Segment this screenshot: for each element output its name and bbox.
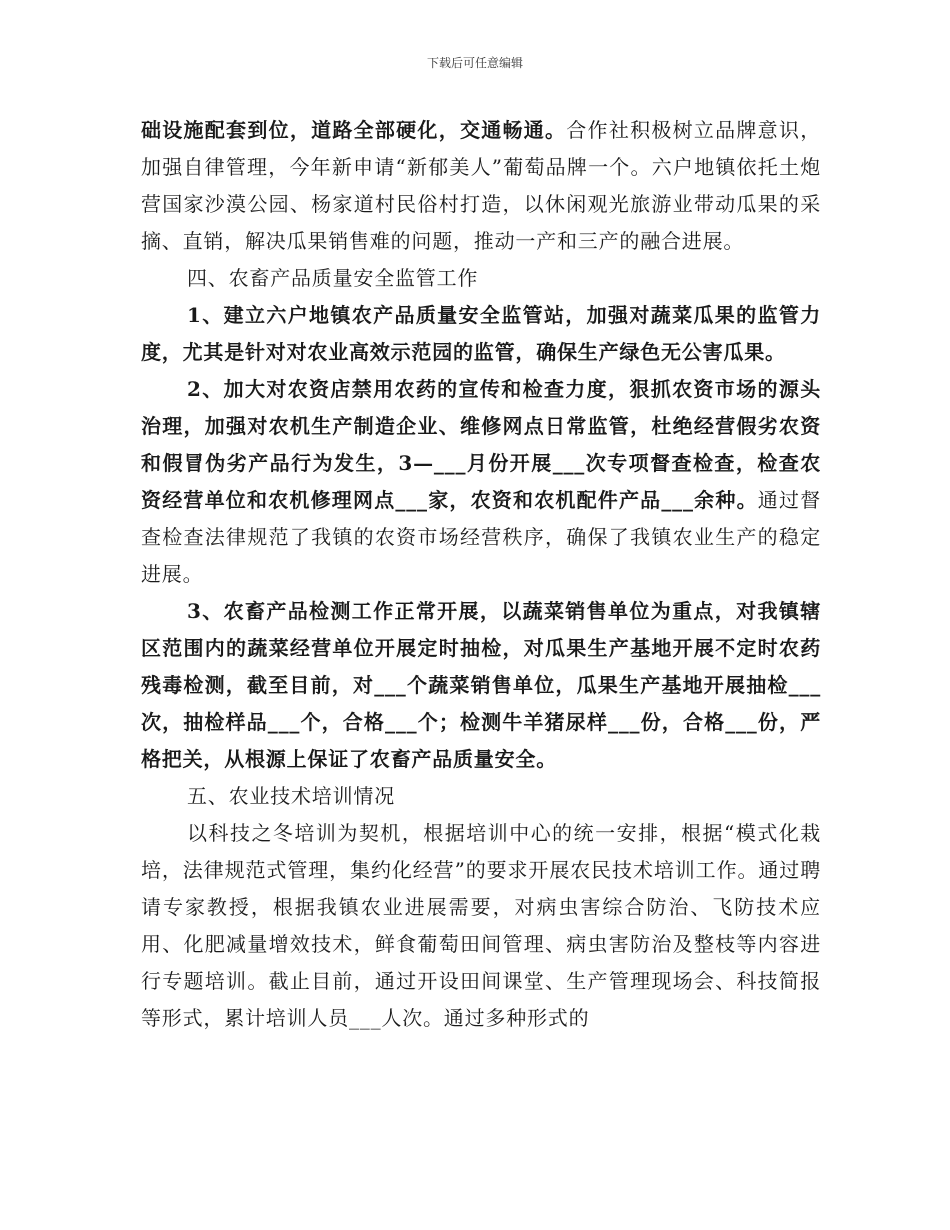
section-heading-4: 四、农畜产品质量安全监管工作: [187, 266, 479, 290]
item-3-text: 3、农畜产品检测工作正常开展，以蔬菜销售单位为重点，对我镇辖区范围内的蔬菜经营单位开展定时抽检，对瓜果生产基地开展不定时农药残毒检测，截至目前，对___个蔬菜销售单位，瓜果生产基地开展抽检___次，抽检样品___个，合格___个；检测牛羊猪尿样___份，合格___份，严格把关，从根源上保证了农畜产品质量安全。: [141, 599, 821, 771]
item-2-text: 通过督查检查法律规范了我镇的农资市场经营秩序，确保了我镇农业生产的稳定进展。: [141, 488, 821, 586]
document-body: [141, 112, 821, 1037]
paragraph-intro-text: 合作社积极树立品牌意识，加强自律管理，今年新申请“新郁美人”葡萄品牌一个。六户地镇依托土炮营国家沙漠公园、杨家道村民俗村打造，以休闲观光旅游业带动瓜果的采摘、直销，解决瓜果销售难的问题，推动一产和三产的融合进展。: [141, 118, 822, 253]
page-header: 下载后可任意编辑: [426, 56, 523, 70]
item-1: [141, 297, 821, 371]
item-2: [141, 371, 821, 593]
paragraph-intro-bold: 础设施配套到位，道路全部硬化，交通畅通。: [141, 118, 567, 142]
paragraph-training: 以科技之冬培训为契机，根据培训中心的统一安排，根据“模式化栽培，法律规范式管理，集约化经营”的要求开展农民技术培训工作。通过聘请专家教授，根据我镇农业进展需要，对病虫害综合防治、飞防技术应用、化肥减量增效技术，鲜食葡萄田间管理、病虫害防治及整枝等内容进行专题培训。截止目前，通过开设田间课堂、生产管理现场会、科技简报等形式，累计培训人员___人次。通过多种形式的: [141, 821, 821, 1030]
item-2-bold: 2、加大对农资店禁用农药的宣传和检查力度，狠抓农资市场的源头治理，加强对农机生产制造企业、维修网点日常监管，杜绝经营假劣农资和假冒伪劣产品行为发生，3—___月份开展___次专项督查检查，检查农资经营单位和农机修理网点___家，农资和农机配件产品___余种。: [141, 377, 821, 512]
item-3: [141, 593, 821, 778]
item-1-text: 1、建立六户地镇农产品质量安全监管站，加强对蔬菜瓜果的监管力度，尤其是针对对农业高效示范园的监管，确保生产绿色无公害瓜果。: [141, 303, 821, 364]
section-heading-5: 五、农业技术培训情况: [187, 784, 395, 808]
paragraph-intro: [141, 112, 821, 260]
